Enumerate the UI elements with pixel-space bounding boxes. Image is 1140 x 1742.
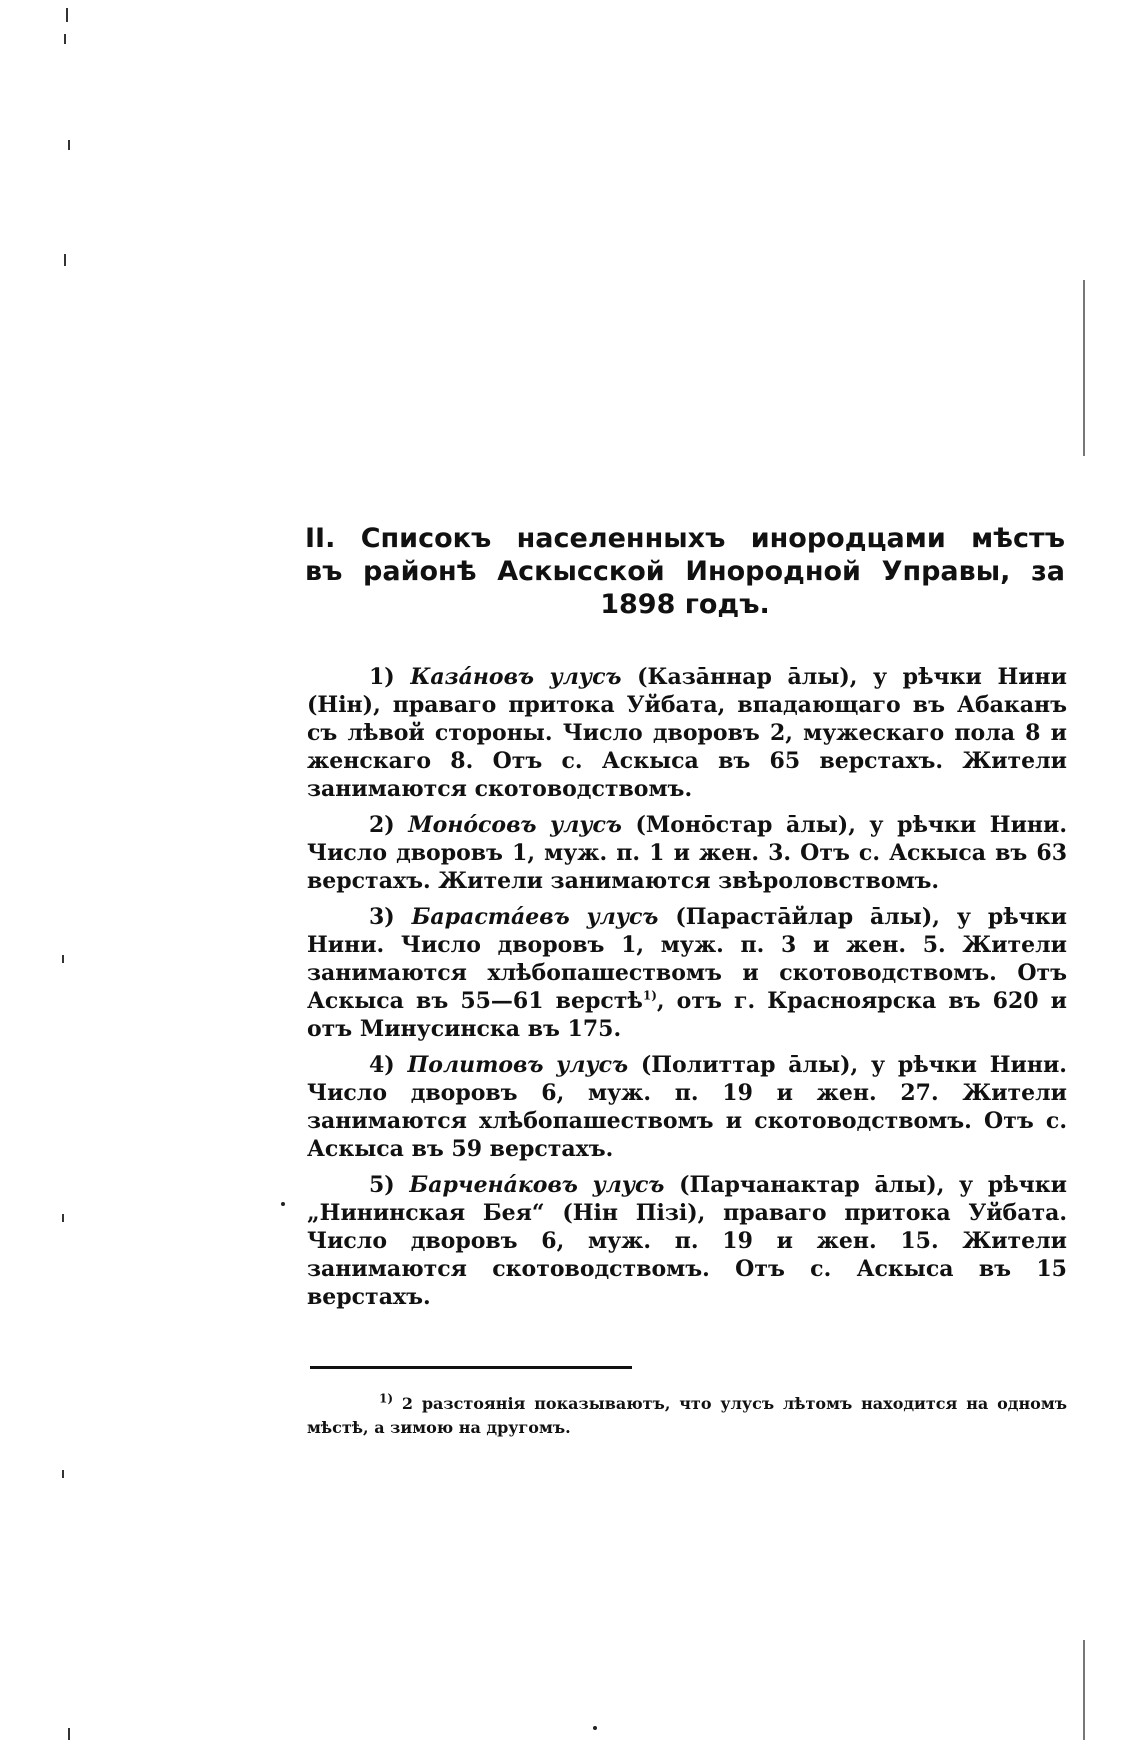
entry-name: Барченáковъ улусъ — [409, 1172, 665, 1198]
entry — [307, 1051, 1067, 1163]
entry-number: 1) — [369, 664, 395, 690]
entry-text: (Казāннар āлы), у рѣчки Нини (Нiн), праваго притока Уйбата, впадающаго въ Абаканъ съ лѣвой стороны. Число дворовъ 2, мужескаго пола 8 и женскаго 8. Отъ с. Аскыса въ 65 верстахъ. Жители занимаются скотоводствомъ. — [307, 664, 1067, 802]
footnote-marker: 1) — [379, 1391, 394, 1406]
entry-number: 3) — [369, 904, 395, 930]
margin-mark — [64, 34, 66, 44]
margin-mark — [68, 1728, 70, 1740]
entry-number: 5) — [369, 1172, 395, 1198]
footnote-text: 2 разстоянiя показываютъ, что улусъ лѣтомъ находится на одномъ мѣстѣ, а зимою на другомъ. — [307, 1394, 1067, 1437]
entry-text: (Парастāйлар āлы), у рѣчки Нини. Число дворовъ 1, муж. п. 3 и жен. 5. Жители занимаются хлѣбопашествомъ и скотоводствомъ. Отъ Аскыса въ 55—61 верстѣ — [307, 904, 1067, 1014]
entry-name: Политовъ улусъ — [407, 1052, 629, 1078]
margin-mark — [68, 140, 70, 150]
entry-text: (Парчанактар āлы), у рѣчки „Нининская Бея“ (Нiн Пiзi), праваго притока Уйбата. Число дворовъ 6, муж. п. 19 и жен. 15. Жители занимаются скотоводствомъ. Отъ с. Аскыса въ 15 верстахъ. — [307, 1172, 1067, 1310]
entry-text: (Политтар āлы), у рѣчки Нини. Число дворовъ 6, муж. п. 19 и жен. 27. Жители занимаются хлѣбопашествомъ и скотоводствомъ. Отъ с. Аскыса въ 59 верстахъ. — [307, 1052, 1067, 1162]
entry-name: Барастáевъ улусъ — [411, 904, 659, 930]
title-line-1: II. Списокъ населенныхъ инородцами мѣстъ — [305, 523, 1065, 554]
entry — [307, 663, 1067, 803]
page-edge-rule — [1083, 1640, 1085, 1740]
page-title — [305, 522, 1065, 621]
margin-mark — [64, 254, 66, 266]
margin-mark — [62, 1214, 64, 1222]
scan-dot — [281, 1202, 285, 1206]
entry-name: Казáновъ улусъ — [410, 664, 622, 690]
entry-number: 4) — [369, 1052, 395, 1078]
entry-text: (Монōстар āлы), у рѣчки Нини. Число дворовъ 1, муж. п. 1 и жен. 3. Отъ с. Аскыса въ 63 верстахъ. Жители занимаются звѣроловствомъ. — [307, 812, 1067, 894]
entry — [307, 811, 1067, 895]
scan-dot — [593, 1726, 597, 1730]
footnote — [307, 1392, 1067, 1440]
margin-mark — [66, 8, 68, 22]
margin-mark — [62, 1470, 64, 1478]
footnote-divider — [310, 1366, 632, 1369]
title-line-2: въ районѣ Аскысской Инородной Управы, за — [305, 556, 1065, 587]
entry — [307, 903, 1067, 1043]
entry-name: Монóсовъ улусъ — [408, 812, 622, 838]
margin-mark — [62, 955, 64, 963]
page-edge-rule — [1083, 280, 1085, 456]
entry-number: 2) — [369, 812, 395, 838]
entry — [307, 1171, 1067, 1311]
title-line-3: 1898 годъ. — [600, 589, 770, 620]
entry-text-continued: , отъ г. Красноярска въ 620 и отъ Минусинска въ 175. — [307, 988, 1068, 1042]
footnote-reference[interactable]: 1) — [642, 988, 657, 1003]
entries-list — [307, 663, 1067, 1319]
